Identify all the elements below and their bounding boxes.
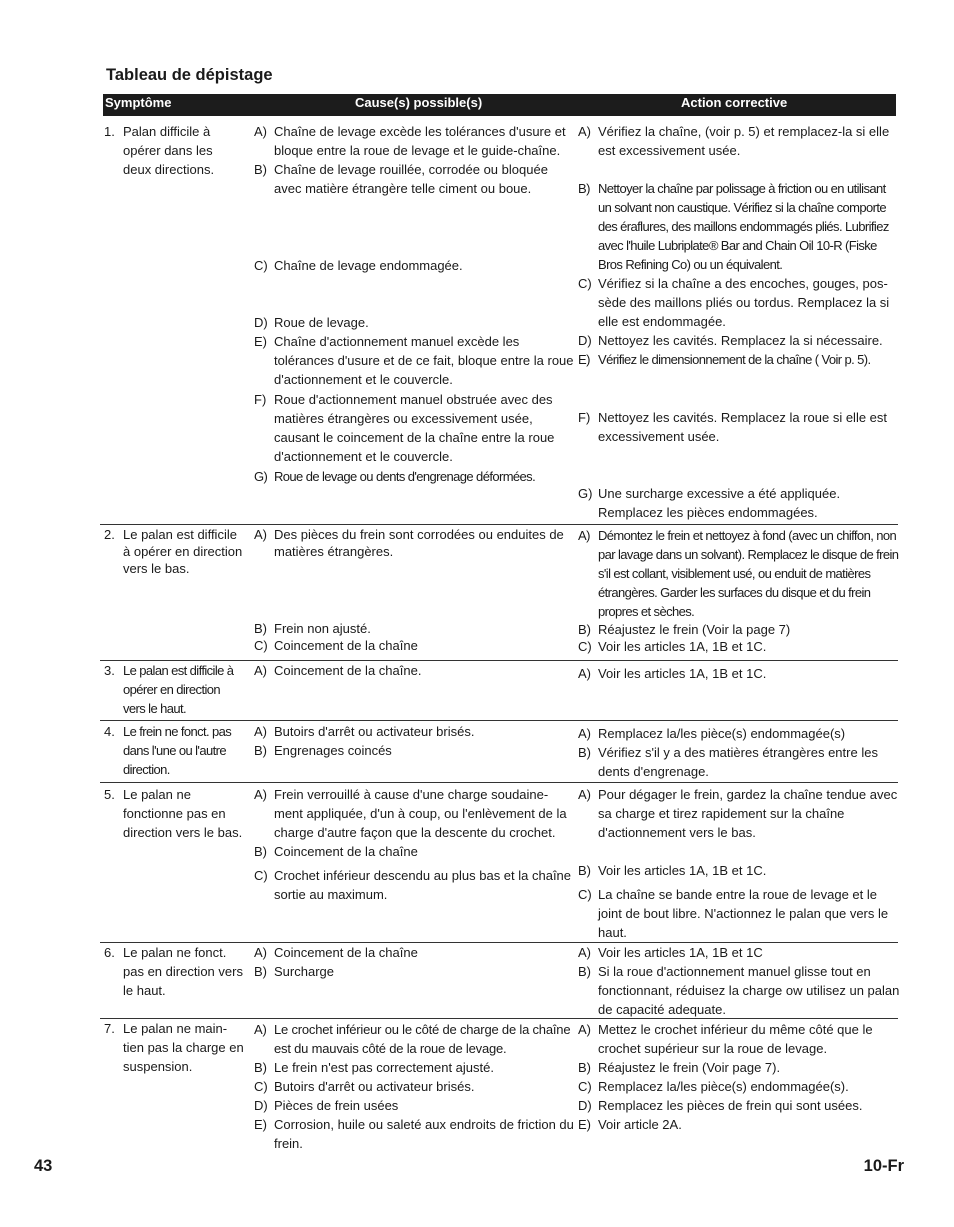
list-item: C) La chaîne se bande entre la roue de levage et le joint de bout libre. N'actionnez le palan que vers le haut.	[578, 887, 889, 940]
cause-cell	[254, 661, 574, 680]
list-item: C) Chaîne de levage endommagée.	[254, 258, 463, 273]
list-item: A) Des pièces du frein sont corrodées ou enduites de matières étrangères.	[254, 527, 564, 559]
action-cell	[578, 724, 900, 781]
cause-cell	[254, 943, 574, 981]
table-row	[100, 660, 898, 721]
list-item: D) Nettoyez les cavités. Remplacez la si nécessaire.	[578, 333, 883, 348]
list-item: E) Chaîne d'actionnement manuel excède les tolérances d'usure et de ce fait, bloque entre la roue d'actionnement et le couvercle.	[254, 334, 574, 387]
table-row	[100, 1018, 898, 1155]
symptom-number: 1.	[104, 124, 115, 139]
symptom-cell	[104, 785, 244, 842]
list-item: A) Vérifiez la chaîne, (voir p. 5) et remplacez-la si elle est excessivement usée.	[578, 124, 890, 158]
list-item: A) Voir les articles 1A, 1B et 1C.	[578, 666, 767, 681]
symptom-cell	[104, 661, 244, 718]
list-item: B) Coincement de la chaîne	[254, 844, 418, 859]
list-item: E) Vérifiez le dimensionnement de la chaîne ( Voir p. 5).	[578, 352, 871, 367]
cause-cell	[254, 122, 574, 486]
list-item: C) Vérifiez si la chaîne a des encoches, gouges, pos-sède des maillons pliés ou tordus. Remplacez la si elle est endommagée.	[578, 276, 890, 329]
list-item: F) Roue d'actionnement manuel obstruée avec des matières étrangères ou excessivement usée, causant le coincement de la chaîne entre la roue d'actionnement et le couvercle.	[254, 392, 555, 464]
list-item: B) Le frein n'est pas correctement ajusté.	[254, 1060, 494, 1075]
list-item: E) Corrosion, huile ou saleté aux endroits de friction du frein.	[254, 1117, 574, 1151]
list-item: C) Crochet inférieur descendu au plus bas et la chaîne sortie au maximum.	[254, 868, 572, 902]
symptom-text: Le palan est difficile à opérer en direction vers le bas.	[123, 527, 243, 576]
symptom-cell	[104, 1019, 244, 1076]
cause-cell	[254, 722, 574, 760]
symptom-text: Le palan ne main-tien pas la charge en suspension.	[123, 1021, 244, 1074]
list-item: A) Remplacez la/les pièce(s) endommagée(s)	[578, 726, 846, 741]
list-item: D) Remplacez les pièces de frein qui sont usées.	[578, 1098, 863, 1113]
list-item: C) Butoirs d'arrêt ou activateur brisés.	[254, 1079, 475, 1094]
action-cell	[578, 526, 900, 655]
list-item: B) Réajustez le frein (Voir page 7).	[578, 1060, 781, 1075]
list-item: D) Pièces de frein usées	[254, 1098, 399, 1113]
list-item: B) Voir les articles 1A, 1B et 1C.	[578, 863, 767, 878]
header-cause: Cause(s) possible(s)	[355, 95, 483, 110]
symptom-number: 7.	[104, 1021, 115, 1036]
symptom-cell	[104, 122, 244, 179]
symptom-cell	[104, 943, 244, 1000]
list-item: G) Une surcharge excessive a été appliquée. Remplacez les pièces endommagées.	[578, 486, 841, 520]
list-item: A) Pour dégager le frein, gardez la chaîne tendue avec sa charge et tirez rapidement sur la chaîne d'actionnement vers le bas.	[578, 787, 898, 840]
symptom-number: 3.	[104, 663, 115, 678]
list-item: B) Frein non ajusté.	[254, 621, 371, 636]
symptom-text: Le palan est difficile à opérer en direction vers le haut.	[123, 663, 234, 716]
list-item: B) Chaîne de levage rouillée, corrodée ou bloquée avec matière étrangère telle ciment ou boue.	[254, 162, 548, 196]
action-cell	[578, 1020, 900, 1134]
list-item: E) Voir article 2A.	[578, 1117, 682, 1132]
symptom-number: 4.	[104, 724, 115, 739]
list-item: C) Voir les articles 1A, 1B et 1C.	[578, 639, 767, 654]
symptom-number: 2.	[104, 527, 115, 542]
list-item: B) Nettoyer la chaîne par polissage à friction ou en utilisant un solvant non caustique. Vérifiez si la chaîne comporte des éraflures, des maillons endommagés pliés. Lubrifiez avec l'huile Lubriplate® Bar and Chain Oil 10-R (Fiske Bros Refining Co) ou un équivalent.	[578, 181, 889, 272]
symptom-cell	[104, 526, 244, 577]
table-row	[100, 720, 898, 783]
symptom-text: Palan difficile à opérer dans les deux directions.	[123, 124, 215, 177]
header-action: Action corrective	[681, 95, 788, 110]
list-item: B) Si la roue d'actionnement manuel glisse tout en fonctionnant, réduisez la charge ow utilisez un palan de capacité adequate.	[578, 964, 900, 1017]
list-item: C) Remplacez la/les pièce(s) endommagée(s).	[578, 1079, 849, 1094]
list-item: F) Nettoyez les cavités. Remplacez la roue si elle est excessivement usée.	[578, 410, 888, 444]
list-item: A) Frein verrouillé à cause d'une charge soudaine-ment appliquée, d'un à coup, ou l'enlèvement de la charge d'autre façon que la descente du crochet.	[254, 787, 567, 840]
symptom-cell	[104, 722, 244, 779]
action-cell	[578, 943, 900, 1019]
symptom-number: 6.	[104, 945, 115, 960]
list-item: A) Mettez le crochet inférieur du même côté que le crochet supérieur sur la roue de levage.	[578, 1022, 873, 1056]
table-header	[103, 94, 896, 116]
header-symptom: Symptôme	[105, 95, 172, 110]
list-item: G) Roue de levage ou dents d'engrenage déformées.	[254, 469, 536, 484]
action-cell	[578, 664, 900, 683]
list-item: B) Surcharge	[254, 964, 334, 979]
list-item: D) Roue de levage.	[254, 315, 369, 330]
list-item: A) Coincement de la chaîne.	[254, 663, 422, 678]
table-row	[100, 782, 898, 943]
symptom-text: Le palan ne fonct. pas en direction vers le haut.	[123, 945, 243, 998]
action-cell	[578, 785, 900, 942]
symptom-text: Le palan ne fonctionne pas en direction vers le bas.	[123, 787, 243, 840]
cause-cell	[254, 526, 574, 654]
cause-cell	[254, 1020, 574, 1153]
page-number-left: 43	[34, 1157, 53, 1175]
list-item: A) Coincement de la chaîne	[254, 945, 418, 960]
list-item: A) Butoirs d'arrêt ou activateur brisés.	[254, 724, 475, 739]
list-item: C) Coincement de la chaîne	[254, 638, 418, 653]
list-item: B) Réajustez le frein (Voir la page 7)	[578, 622, 791, 637]
symptom-text: Le frein ne fonct. pas dans l'une ou l'autre direction.	[123, 724, 232, 777]
table-row	[100, 524, 898, 661]
cause-cell	[254, 785, 574, 904]
table-row	[100, 942, 898, 1019]
list-item: A) Le crochet inférieur ou le côté de charge de la chaîne est du mauvais côté de la roue de levage.	[254, 1022, 571, 1056]
list-item: A) Voir les articles 1A, 1B et 1C	[578, 945, 763, 960]
list-item: A) Chaîne de levage excède les tolérances d'usure et bloque entre la roue de levage et le guide-chaîne.	[254, 124, 566, 158]
page-number-right: 10-Fr	[863, 1157, 904, 1175]
symptom-number: 5.	[104, 787, 115, 802]
action-cell	[578, 122, 900, 522]
list-item: B) Vérifiez s'il y a des matières étrangères entre les dents d'engrenage.	[578, 745, 878, 779]
page-title: Tableau de dépistage	[106, 66, 273, 84]
list-item: B) Engrenages coincés	[254, 743, 392, 758]
list-item: A) Démontez le frein et nettoyez à fond (avec un chiffon, non par lavage dans un solvant). Remplacez le disque de frein s'il est collant, visiblement usé, ou enduit de matières étrangères. Garder les surfaces du disque et du frein propres et sèches.	[578, 528, 899, 619]
table-row	[100, 122, 898, 524]
